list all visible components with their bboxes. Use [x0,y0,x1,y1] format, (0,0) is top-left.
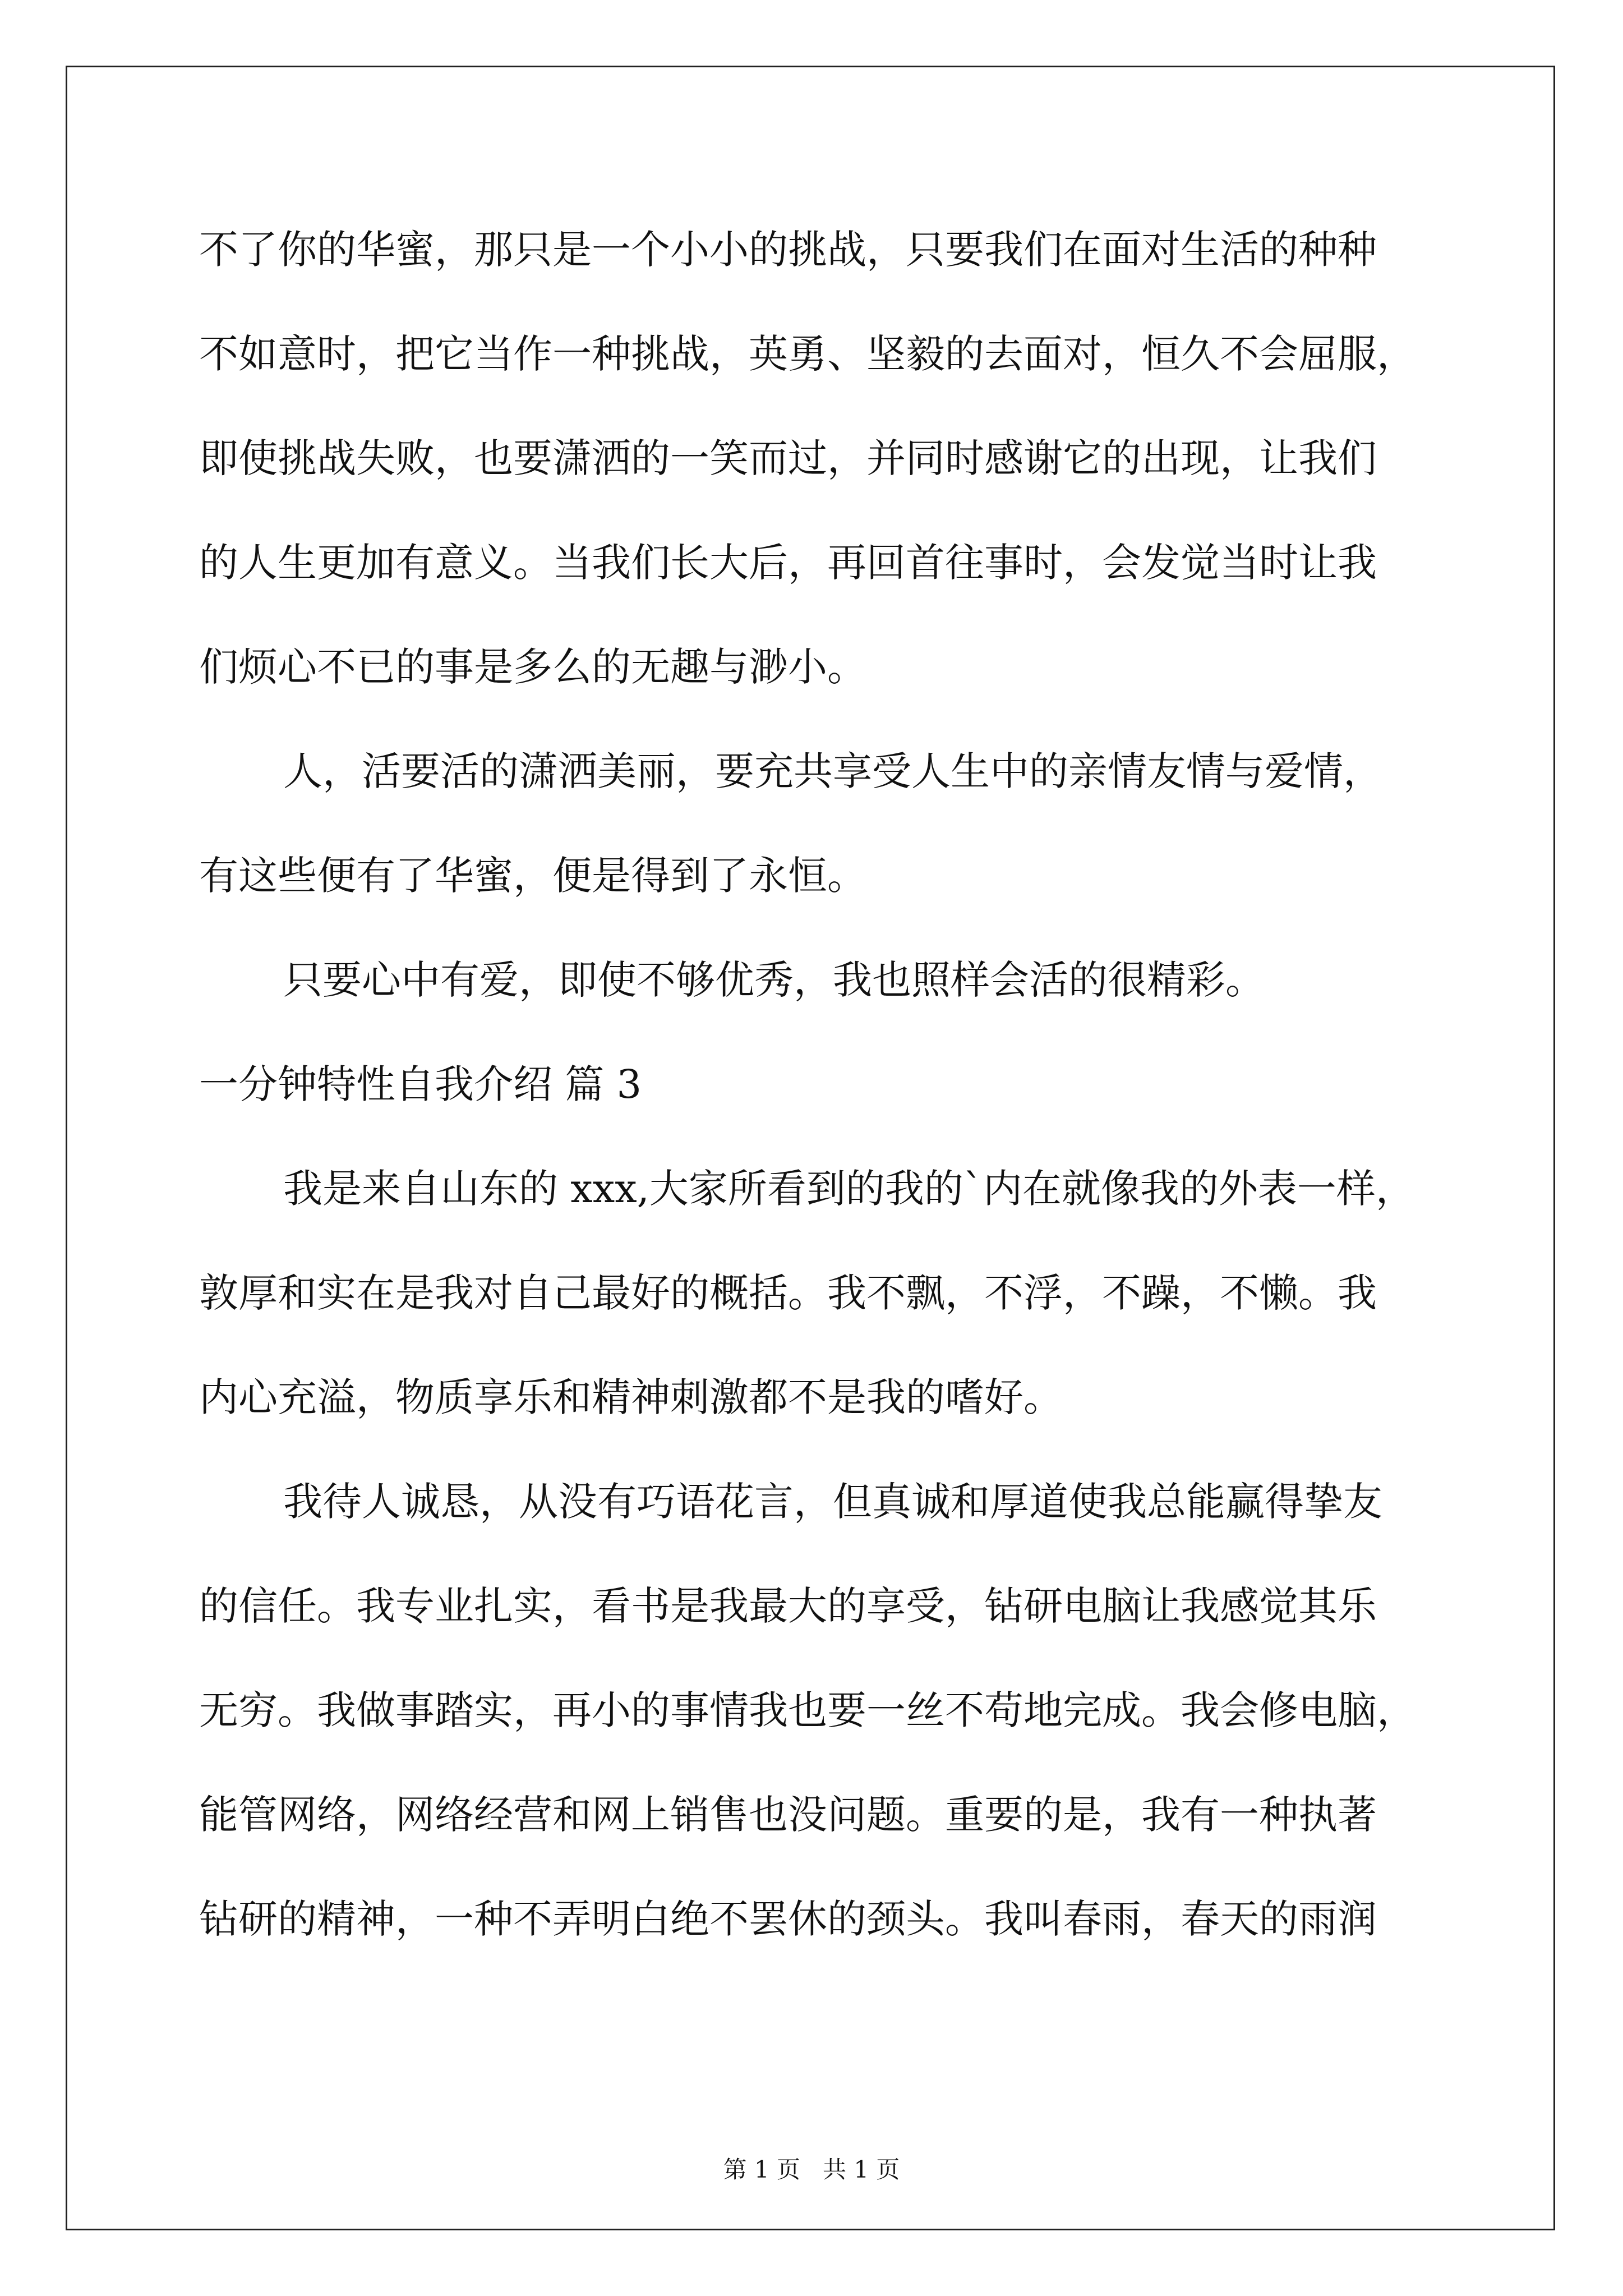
text-line-2: 不如意时，把它当作一种挑战，英勇、坚毅的去面对，恒久不会屈服， [199,331,1416,377]
text-line-17: 钻研的精神，一种不弄明白绝不罢休的颈头。我叫春雨，春天的雨润 [199,1896,1377,1942]
text-line-10: 我是来自山东的 xxx,大家所看到的我的`内在就像我的外表一样， [283,1166,1415,1212]
text-line-3: 即使挑战失败，也要潇洒的一笑而过，并同时感谢它的出现，让我们 [199,435,1377,481]
page-footer [0,2153,1623,2187]
page-number: 第 1 页 [723,2156,800,2183]
section-heading: 一分钟特性自我介绍 篇 3 [199,1061,642,1107]
text-line-14: 的信任。我专业扎实，看书是我最大的享受，钻研电脑让我感觉其乐 [199,1583,1377,1629]
text-line-5: 们烦心不已的事是多么的无趣与渺小。 [199,644,866,690]
text-line-8: 只要心中有爱，即使不够优秀，我也照样会活的很精彩。 [283,957,1265,1003]
text-line-16: 能管网络，网络经营和网上销售也没问题。重要的是，我有一种执著 [199,1792,1377,1838]
text-line-1: 不了你的华蜜，那只是一个小小的挑战，只要我们在面对生活的种种 [199,227,1377,273]
text-line-6: 人，活要活的潇洒美丽，要充共享受人生中的亲情友情与爱情， [283,748,1382,794]
text-line-12: 内心充溢，物质享乐和精神刺激都不是我的嗜好。 [199,1374,1063,1420]
text-line-4: 的人生更加有意义。当我们长大后，再回首往事时，会发觉当时让我 [199,540,1377,586]
page-total: 共 1 页 [823,2156,900,2183]
text-line-7: 有这些便有了华蜜，便是得到了永恒。 [199,853,866,899]
text-line-13: 我待人诚恳，从没有巧语花言，但真诚和厚道使我总能赢得挚友 [283,1479,1382,1525]
text-line-11: 敦厚和实在是我对自己最好的概括。我不飘，不浮，不躁，不懒。我 [199,1270,1377,1316]
text-line-15: 无穷。我做事踏实，再小的事情我也要一丝不苟地完成。我会修电脑， [199,1687,1416,1733]
document-body [199,222,1461,1995]
